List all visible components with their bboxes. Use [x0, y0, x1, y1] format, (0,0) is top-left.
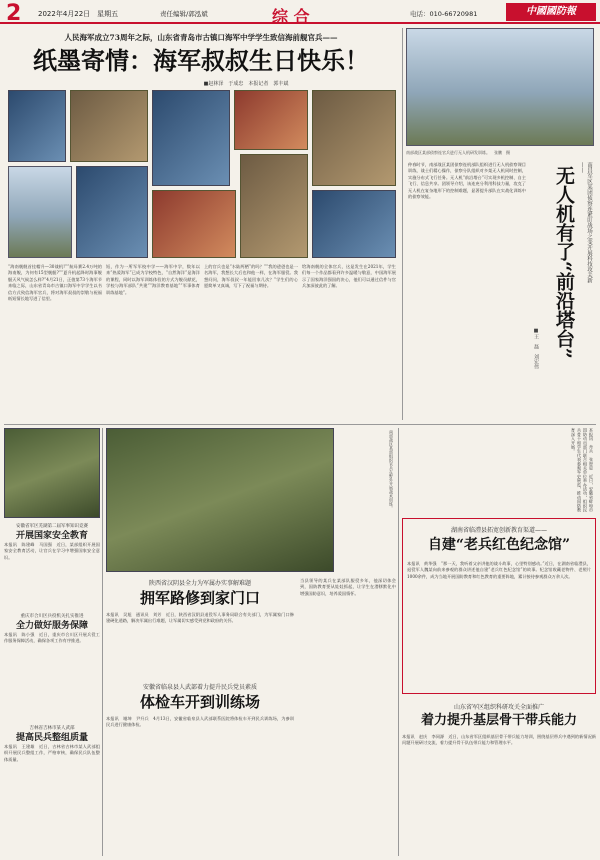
issue-date: 2022年4月22日 星期五: [38, 10, 119, 18]
divider-left-col: [102, 428, 103, 856]
top-story-byline: ■赵林泽 于成忠 本报记者 郭丰斌: [203, 81, 289, 87]
left-item-1: [4, 524, 100, 600]
middle-bottom: [106, 428, 396, 856]
vertical-story: 本报讯 舟兵 张智星 近日，安徽省蚌埠市国防动员部门联合相关单位举办活动，组织民兵骨干和学生代表参观军史展览，推动国防教育深入开展。: [571, 428, 594, 512]
photo-navy-officer: [152, 90, 230, 186]
left-item-1-headline: 开展国家安全教育: [15, 531, 88, 541]
left-item-3: [4, 726, 100, 852]
newspaper-logo: 中國國防報: [506, 3, 596, 21]
left-item-1-body: 本报讯 陈建峰 马国强 近日，某部组织开展国家安全教育活动，让官兵在学习中增强国家安全意识。: [4, 542, 100, 560]
left-item-3-headline: 提高民兵整组质量: [15, 733, 88, 743]
photo-soldiers-training: [106, 428, 334, 572]
responsible-editor: 责任编辑/郭泓斌: [160, 10, 208, 18]
mid-top-kicker: 陕西省汉阴县全力为军属办实事解难题: [148, 580, 251, 587]
bottom-right-kicker: 山东省军区组织科研攻关全面推广: [453, 704, 544, 711]
right-story: [406, 28, 594, 420]
left-item-1-kicker: 安徽省军区芜湖第二届军事知识竞赛: [16, 524, 88, 529]
top-story-body-col1: “海南舰舰首挂帽升—30战机!”“航母赛2.4万吨的海南舰，为何有15型舰艇?”“夏升机起降时海事舰艇天风气候怎么样?”4月21日，正值第73个海军节来临之际，山东省青岛市古镇口海军中学学生以书信方式致信海军官兵，将对海军叔叔的崇敬与祝福纸短情长地写进了信里。: [8, 264, 102, 302]
left-item-3-kicker: 吉林省吉林市某人武部: [29, 726, 75, 731]
photo-sailor-portrait: [76, 166, 148, 258]
mid-top-body: 本报讯 吴旭 通讯员 刘芳 近日，陕西省汉阴县退役军人事务局联合有关部门，为军属家门口修建硬化道路，解决军属出行难题，让军属切实感受到党和政府的关怀。: [106, 612, 294, 624]
photo-ship-deck: [312, 190, 396, 258]
right-story-byline: ■王 磊 刘宏伟: [533, 328, 539, 369]
photo-envelopes: [240, 154, 308, 258]
right-story-body: 仲春时节，南部战区某团侦察连机部队组织进行无人机侦察课目训练，战士们精心操作，侦察分队组织对多架无人机同时控制，实施分布式飞行任务。无人机“前沿塔台”可实现多机控制、自主飞行、信息共享。团领导介绍，该连充分利用科技力量，攻克了无人机在复杂地形下的控制难题，显著提升部队在实战化训练中的侦察效能。: [408, 162, 526, 200]
right-story-headline: 无人机有了“前沿塔台”: [553, 166, 575, 359]
boxed-story: [402, 518, 596, 694]
mid-top-headline: 拥军路修到家门口: [139, 589, 260, 607]
top-story-body-col4: 给海南舰的全体官兵，这是发生在2021年，学生们每一个作品都看到许多温暖与敬意，中国海军展示了国家海洋强国的决心，他们可以通过信件与官兵加深彼此的了解。: [302, 264, 396, 289]
photo-classroom: [70, 90, 148, 162]
middle-photo-caption: 南部战区某部组织官兵在野外开展战术训练。: [389, 430, 394, 510]
bottom-right-body: 本报讯 赵庆 李同源 近日，山东省军区组织基层骨干带兵能力培训，围绕基层带兵中遇到的新情况新问题开展研讨交流，着力提升骨干队伍带兵能力和管理水平。: [402, 734, 596, 746]
left-item-3-body: 本报讯 王建雄 近日，吉林省吉林市某人武部组织开展民兵整组工作，严格审核，确保民兵队伍整体质量。: [4, 744, 100, 762]
left-item-2-kicker: 重庆市合川区兵役机关扎实推进: [20, 614, 84, 619]
left-item-2-headline: 全力做好服务保障: [15, 621, 88, 631]
top-story: [6, 28, 398, 420]
left-item-2-body: 本报讯 陈小强 近日，重庆市合川区开展兵役工作服务保障活动，确保各项工作有序推进。: [4, 632, 100, 644]
photo-students-group: [234, 90, 308, 150]
boxed-story-kicker: 湖南省临澧县拓宽创新教育渠道——: [450, 527, 547, 534]
boxed-story-headline: 自建“老兵红色纪念馆”: [427, 537, 571, 553]
bottom-right-story: [402, 700, 596, 856]
photo-drone-field: [406, 28, 594, 146]
divider-horizontal-mid: [4, 424, 596, 425]
left-item-2: [4, 614, 100, 710]
mid-side-body: 当县领导的某兵在某部队服役多年，他深切体会到，国防教育要从娃娃抓起，让学生在潜移默化中增强国防意识，培养爱国情怀。: [300, 578, 396, 596]
photo-class-letters: [152, 190, 236, 258]
mid-bottom-headline: 体检车开到训练场: [139, 693, 260, 711]
right-story-photo-caption: 南部战区某部侦察连官兵进行无人机研发训练。 张鹏 摄: [406, 150, 510, 155]
page-header: [0, 0, 600, 24]
top-story-body-col2: 短，作为一所军军校中学——海军中学，数年以来“热爱海军”已成为学校特色，“自然海洋”是海洋的课程，同时以海军训练体验的方式为舰员献花，学校与海军部队“共建”“海洋教育基地”“军事体育训练基地”。: [106, 264, 200, 295]
contact-phone: 电话：010-66720981: [410, 10, 478, 18]
photo-student-letters: [8, 90, 66, 162]
photo-reading: [312, 90, 396, 186]
bottom-right-headline: 着力提升基层骨干带兵能力: [420, 713, 577, 728]
left-column: [4, 428, 100, 856]
divider-right-col: [398, 428, 399, 856]
photo-child-writing: [8, 166, 72, 258]
mid-bottom-kicker: 安徽省临泉县人武部着力提升民兵党员素质: [142, 684, 257, 691]
right-story-kicker: 南昌军区某团侦察连紧盯战场之变开展科技攻关新——: [579, 162, 592, 283]
page-number: 2: [6, 1, 22, 26]
photo-militia-lineup: [4, 428, 100, 518]
top-story-headline: 纸墨寄情：海军叔叔生日快乐！: [33, 46, 369, 75]
top-story-kicker: 人民海军成立73周年之际，山东省青岛市古镇口海军中学学生致信海前舰官兵——: [64, 33, 338, 42]
top-story-body-col3: 上的官兵也是“水陆两栖”的吗？”“我的爸爸也是一名海军，我想长大后也和他一样，在海军服役。我想问问，海军叔叔一年能回家几次？”学生们的心愿简单又真诚，写下了祝福与期待。: [204, 264, 298, 289]
mid-bottom-body: 本报讯 谢坤 尹升兵 4月13日，安徽省临泉县人武部联系医院将体检车开到民兵训练场，为参训民兵进行健康体检。: [106, 716, 294, 728]
divider-top-vertical: [402, 28, 403, 420]
section-title: 综 合: [272, 7, 310, 26]
boxed-story-body: 本报讯 黄华强 “那一天，我听着父亲讲他的战斗故事，心里特别感动。”近日，在湖南省临澧县，退役军人魏某向前来参观的群众讲述他自建“老兵红色纪念馆”的故事。纪念馆收藏老物件、老照片1000余件，成为当地开展国防教育和红色教育的重要阵地，累计接待参观群众万余人次。: [407, 561, 591, 579]
